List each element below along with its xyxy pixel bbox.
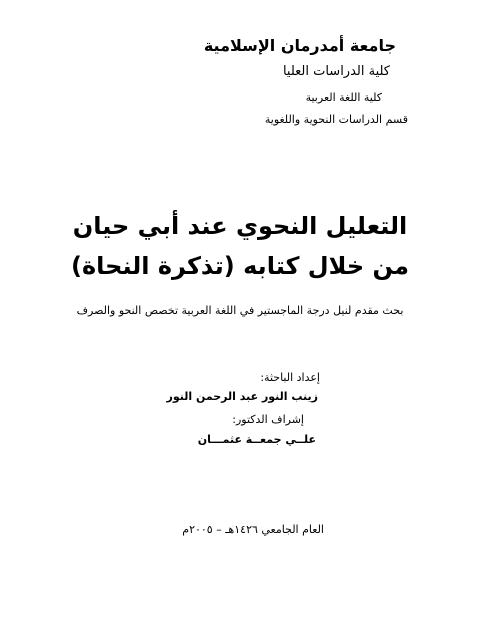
department-name: قسم الدراسات النحوية واللغوية [264, 113, 408, 126]
supervisor-label: إشراف الدكتور: [232, 413, 304, 426]
thesis-title-line-1: التعليل النحوي عند أبي حيان [72, 212, 408, 240]
researcher-name: زينب النور عبد الرحمن النور [166, 390, 318, 403]
academic-year: العام الجامعي ١٤٢٦هـ – ٢٠٠٥م [182, 523, 324, 536]
college-name: كلية الدراسات العليا [282, 64, 390, 79]
thesis-title-line-2: من خلال كتابه (تذكرة النحاة) [71, 252, 409, 280]
prepared-by-label: إعداد الباحثة: [260, 371, 320, 384]
university-name: جامعة أمدرمان الإسلامية [203, 36, 396, 55]
faculty-name: كلية اللغة العربية [305, 91, 382, 104]
supervisor-name: علــي جمعــة عثمـــان [197, 433, 316, 446]
degree-statement: بحث مقدم لنيل درجة الماجستير في اللغة العربية تخصص النحو والصرف [76, 304, 404, 317]
